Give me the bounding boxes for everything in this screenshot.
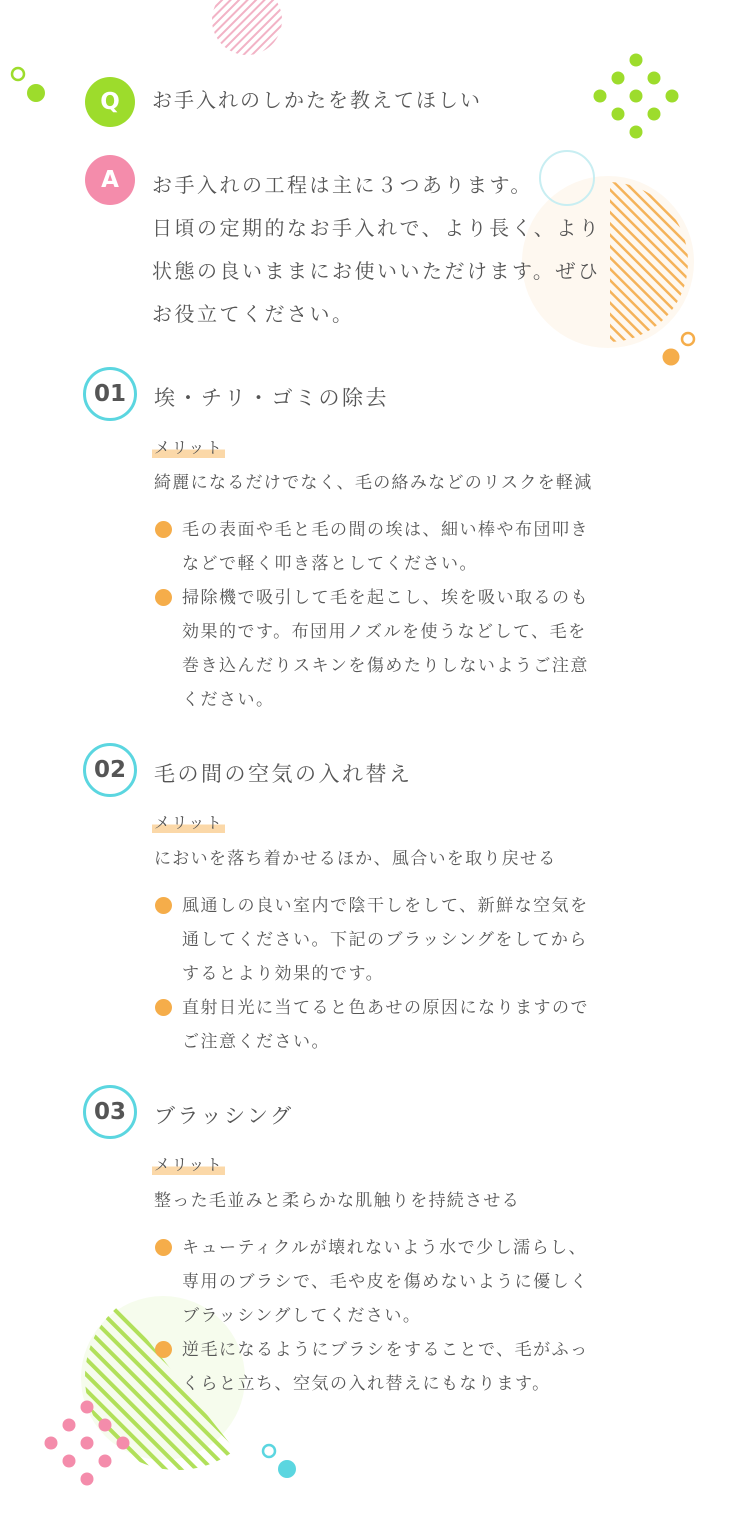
bullet-line: くらと立ち、空気の入れ替えにもなります。 [182,1374,551,1394]
dot-decoration [278,1460,296,1478]
bullet-dot-icon [155,589,172,606]
merit-label: メリット [152,1152,225,1175]
bullet-line: キューティクルが壊れないよう水で少し濡らし、 [182,1238,588,1258]
bullet-line: ブラッシングしてください。 [182,1306,422,1326]
striped-circle-decoration [212,0,282,55]
bullet-list [155,1231,625,1401]
bullet-dot-icon [155,1239,172,1256]
merit-text: 整った毛並みと柔らかな肌触りを持続させる [154,1191,520,1211]
answer-line: お手入れの工程は主に３つあります。 [152,173,533,197]
bullet-line: 専用のブラシで、毛や皮を傷めないように優しく [182,1272,589,1292]
merit-label: メリット [152,810,225,833]
bullet-line: 巻き込んだりスキンを傷めたりしないようご注意 [182,656,589,676]
bullet-list [155,889,625,1059]
section-title: ブラッシング [154,1104,294,1128]
bullet-dot-icon [155,1341,172,1358]
dot-cluster-decoration [594,54,679,139]
list-item [155,1231,625,1333]
answer-badge: A [85,155,135,205]
ring-decoration [682,333,694,345]
bullet-line: 直射日光に当てると色あせの原因になりますので [182,998,589,1018]
list-item [155,889,625,991]
merit-text: 綺麗になるだけでなく、毛の絡みなどのリスクを軽減 [154,473,593,493]
bullet-dot-icon [155,521,172,538]
answer-line: 日頃の定期的なお手入れで、より長く、より [152,216,602,240]
section-title: 毛の間の空気の入れ替え [154,762,413,786]
answer-line: 状態の良いままにお使いいただけます。ぜひ [152,259,601,283]
merit-text: においを落ち着かせるほか、風合いを取り戻せる [154,849,557,869]
step-number-badge: 02 [83,743,137,797]
bullet-line: ください。 [182,690,275,710]
bullet-dot-icon [155,999,172,1016]
bullet-line: ご注意ください。 [182,1032,330,1052]
bullet-line: などで軽く叩き落としてください。 [182,554,478,574]
list-item [155,1333,625,1401]
bullet-dot-icon [155,897,172,914]
bullet-line: 効果的です。布団用ノズルを使うなどして、毛を [182,622,587,642]
question-text: お手入れのしかたを教えてほしい [152,88,482,112]
dot-decoration [27,84,45,102]
step-number-badge: 01 [83,367,137,421]
bullet-line: 風通しの良い室内で陰干しをして、新鮮な空気を [182,896,589,916]
bullet-line: 通してください。下記のブラッシングをしてから [182,930,588,950]
bullet-line: 掃除機で吸引して毛を起こし、埃を吸い取るのも [182,588,589,608]
answer-text [152,164,642,336]
dot-decoration [663,349,680,366]
list-item [155,581,625,717]
bullet-list [155,513,625,717]
bullet-line: 毛の表面や毛と毛の間の埃は、細い棒や布団叩き [182,520,589,540]
bullet-line: 逆毛になるようにブラシをすることで、毛がふっ [182,1340,589,1360]
section-title: 埃・チリ・ゴミの除去 [154,386,389,410]
bullet-line: するとより効果的です。 [182,964,385,984]
merit-label: メリット [152,435,225,458]
ring-decoration [263,1445,275,1457]
question-badge: Q [85,77,135,127]
list-item [155,991,625,1059]
ring-decoration [12,68,24,80]
answer-line: お役立てください。 [152,302,355,326]
list-item [155,513,625,581]
step-number-badge: 03 [83,1085,137,1139]
